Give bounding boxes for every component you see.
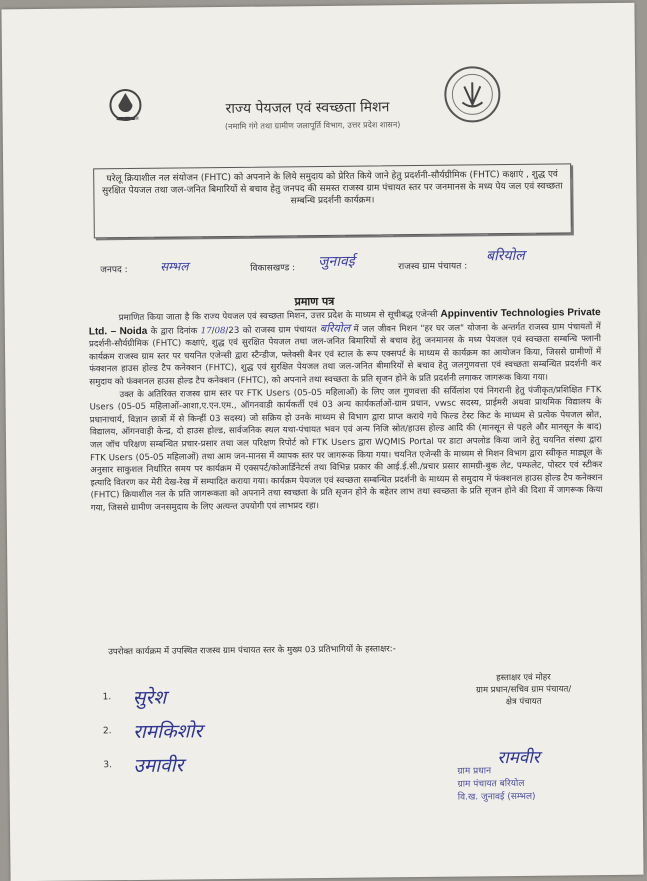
participant-row: 3. उमावीर: [103, 750, 283, 786]
body-p1-d: में जल जीवन मिशन "हर घर जल" योजना के अन्तर्गत राजस्व ग्राम पंचायतों में प्रदर्शनी-सौर्यग्रीमिक (FHTC) कक्षाएं, शुद्ध एवं सुरक्षित पेयजल तथा जल-जनित बिमारियों से बचाव हेतु जनमानस के मध्य पेयजल एवं स्वच्छता सम्बन्धि फ्लानी कार्यक्रम राजस्व ग्राम स्तर पर चयनित एजेन्सी द्वारा स्टैन्डीज, फ्लेक्सी बैनर एवं स्टाल के रूप एक्सपर्ट के माध्यम से कार्यक्रम का आयोजन किया, जिससे ग्रामीणों में फंक्शनल हाउस होल्ड टैप कनेक्शन (FHTC), शुद्ध एवं सुरक्षित पेयजल तथा जल-जनित बीमारियों से बचाव हेतु जलगुणवत्ता एवं स्वच्छता सम्बन्धित प्रदर्शनी कर समुदाय को फंक्शनल हाउस होल्ड टैप कनेक्शन (FHTC), को अपनाने तथा स्वच्छता के प्रति सृजन होने के प्रति प्रदर्शनी लगाकर जागरूक किया गया।: [88, 321, 602, 388]
body-p1-c: को राजस्व ग्राम पंचायत: [242, 324, 317, 336]
participant-row: 1. सुरेश: [103, 682, 283, 718]
document-page: [1, 3, 643, 881]
up-government-emblem: [442, 64, 503, 125]
participant-signature: सुरेश: [132, 686, 167, 710]
participant-signatures: [103, 682, 284, 786]
org-title: राज्य पेयजल एवं स्वच्छता मिशन: [225, 99, 390, 117]
block-value: जुनावई: [318, 253, 355, 271]
official-sign-block: हस्ताक्षर एवं मोहर ग्राम प्रधान/सचिव ग्राम पंचायत/ क्षेत्र पंचायत: [475, 672, 572, 708]
participant-signature: रामकिशोर: [132, 720, 203, 743]
body-p1-a: प्रमाणित किया जाता है कि राज्य पेयजल एवं स्वच्छता मिशन, उत्तर प्रदेश के माध्यम से सूचीबद्ध एजेन्सी: [118, 309, 438, 324]
program-intro-box: घरेलू क्रियाशील नल संयोजन (FHTC) को अपनाने के लिये समुदाय को प्रेरित किये जाने हेतु प्रदर्शनी-सौर्यग्रीमिक (FHTC) कक्षाएं , शुद्ध एवं सुरक्षित पेयजल तथा जल-जनित बिमारियों से बचाव हेतु जनपद की समस्त राजस्व ग्राम पंचायत स्तर पर जनमानस के मध्य पेय जल एवं स्वच्छता सम्बन्धि प्रदर्शनी कार्यक्रम।: [93, 163, 572, 238]
participants-heading: उपरोक्त कार्यक्रम में उपस्थित राजस्व ग्राम पंचायत स्तर के मुख्य 03 प्रतिभागियों के हस्ताक्षर:-: [108, 644, 396, 658]
block-label: विकासखण्ड :: [250, 263, 296, 274]
certificate-title: प्रमाण पत्र: [294, 294, 335, 309]
participant-row: 2. रामकिशोर: [103, 716, 283, 752]
date-month: 08: [214, 325, 226, 336]
participant-signature: उमावीर: [133, 754, 184, 777]
date-year: 23: [228, 325, 240, 336]
body-p1-b: के द्वारा दिनांक: [150, 325, 198, 337]
panchayat-handwritten: बरियोल: [319, 321, 351, 335]
pradhan-signature: रामवीर: [497, 747, 540, 769]
panchayat-value: बरियोल: [485, 247, 525, 265]
agency-name: Appinventiv Technologies Private Ltd. – Noida: [88, 307, 601, 338]
district-label: जनपद :: [100, 265, 128, 276]
logo-caption: हर घर जल: [118, 115, 139, 123]
body-p2: उक्त के अतिरिक्त राजस्व ग्राम स्तर पर FTK Users (05-05 महिलाओं) के लिए जल गुणवत्ता की सर्विलांश एवं निगरानी हेतु पंजीकृत/प्रशिक्षित FTK Users (05-05 महिलाओं-आशा,ए.एन.एम., ऑगनवाडी कार्यकर्ती एवं 03 अन्य कार्यकर्ताओं-ग्राम प्रधान, vwsc सदस्य, प्राईमरी अथवा प्राथमिक विद्यालय के प्रधानाचार्य, विज्ञान छात्रों में से किन्हीं 03 सदस्य) जो सक्रिय हो उनके माध्यम से विभाग द्वारा प्राप्त कराये गये फिल्ड टेस्ट किट के माध्यम से प्रत्येक पेयजल स्रोत, विद्यालय, ऑगनवाड़ी केन्द्र, दो हाउस होल्ड, सार्वजनिक स्थल यथा-पंचायत भवन एवं अन्य निजि स्रोत/हाउस होल्ड आदि की (मानसून से पहले और मानसून के बाद) जल जॉच परिक्षण सम्बन्धित प्रचार-प्रसार तथा जल परिक्षण रिपोर्ट को FTK Users द्वारा WQMIS Portal पर डाटा अपलोड किया जाने हेतु चयनित संस्था द्वारा FTK Users (05-05 महिलाओं) तथा आम जन-मानस में व्यापक स्तर पर जागरूक किया गया। चयनित एजेन्सी के माध्यम से मिशन विभाग द्वारा स्वीकृत माड्यूल के अनुसार साकुशल निर्धारित समय पर कार्यक्रम में एक्सपर्ट/कोआर्डिनेटर्स तथा विभिन्न प्रकार की आई.ई.सी./प्रचार प्रसार सामग्री-बुक लेट, पम्फलेट, पोस्टर एवं स्टीकर इत्यादि वितरण कर मेरी देख-रेख में सम्पादित कराया गया। कार्यक्रम पेयजल एवं स्वच्छता सम्बन्धित प्रदर्शनी के माध्यम से समुदाय में फंक्शनल हाउस होल्ड टैप कनेक्शन (FHTC) क्रियाशील नल के प्रति जागरूकता को अपनाने तथा स्वच्छता के प्रति सृजन होने के बहेतर लाभ तथा स्वच्छता के प्रति सृजन होने की दिशा में जागरूक किया गया, जिससे ग्रामीण जनसमुदाय के लिए अत्यन्त उपयोगी एवं लाभप्रद रहा।: [89, 384, 603, 514]
location-fields: [100, 247, 600, 276]
district-value: सम्भल: [160, 259, 189, 274]
certificate-body: प्रमाणित किया जाता है कि राज्य पेयजल एवं स्वच्छता मिशन, उत्तर प्रदेश के माध्यम से सूचीबद्ध एजेन्सी Appinventiv Technologies Private Ltd. – Noida के द्वारा दिनांक 17/08/23 को राजस्व ग्राम पंचायत बरियोल में जल जीवन मिशन "हर घर जल" योजना के अन्तर्गत राजस्व ग्राम पंचायतों में प्रदर्शनी-सौर्यग्रीमिक (FHTC) कक्षाएं, शुद्ध एवं सुरक्षित पेयजल तथा जल-जनित बिमारियों से बचाव हेतु जनमानस के मध्य पेयजल एवं स्वच्छता सम्बन्धि फ्लानी कार्यक्रम राजस्व ग्राम स्तर पर चयनित एजेन्सी द्वारा स्टैन्डीज, फ्लेक्सी बैनर एवं स्टाल के रूप एक्सपर्ट के माध्यम से कार्यक्रम का आयोजन किया, जिससे ग्रामीणों में फंक्शनल हाउस होल्ड टैप कनेक्शन (FHTC), शुद्ध एवं सुरक्षित पेयजल तथा जल-जनित बीमारियों से बचाव हेतु जलगुणवत्ता एवं स्वच्छता सम्बन्धित प्रदर्शनी कर समुदाय को फंक्शनल हाउस होल्ड टैप कनेक्शन (FHTC), को अपनाने तथा स्वच्छता के प्रति सृजन होने के प्रति प्रदर्शनी लगाकर जागरूक किया गया। उक्त के अतिरिक्त राजस्व ग्राम स्तर पर FTK Users (05-05 महिलाओं) के लिए जल गुणवत्ता की सर्विलांश एवं निगरानी हेतु पंजीकृत/प्रशिक्षित FTK Users (05-05 महिलाओं-आशा,ए.एन.एम., ऑगनवाडी कार्यकर्ती एवं 03 अन्य कार्यकर्ताओं-ग्राम प्रधान, vwsc सदस्य, प्राईमरी अथवा प्राथमिक विद्यालय के प्रधानाचार्य, विज्ञान छात्रों में से किन्हीं 03 सदस्य) जो सक्रिय हो उनके माध्यम से विभाग द्वारा प्राप्त कराये गये फिल्ड टेस्ट किट के माध्यम से प्रत्येक पेयजल स्रोत, विद्यालय, ऑगनवाड़ी केन्द्र, दो हाउस होल्ड, सार्वजनिक स्थल यथा-पंचायत भवन एवं अन्य निजि स्रोत/हाउस होल्ड आदि की (मानसून से पहले और मानसून के बाद) जल जॉच परिक्षण सम्बन्धित प्रचार-प्रसार तथा जल परिक्षण रिपोर्ट को FTK Users द्वारा WQMIS Portal पर डाटा अपलोड किया जाने हेतु चयनित संस्था द्वारा FTK Users (05-05 महिलाओं) तथा आम जन-मानस में व्यापक स्तर पर जागरूक किया गया। चयनित एजेन्सी के माध्यम से मिशन विभाग द्वारा स्वीकृत माड्यूल के अनुसार साकुशल निर्धारित समय पर कार्यक्रम में एक्सपर्ट/कोआर्डिनेटर्स तथा विभिन्न प्रकार की आई.ई.सी./प्रचार प्रसार सामग्री-बुक लेट, पम्फलेट, पोस्टर एवं स्टीकर इत्यादि वितरण कर मेरी देख-रेख में सम्पादित कराया गया। कार्यक्रम पेयजल एवं स्वच्छता सम्बन्धित प्रदर्शनी के माध्यम से समुदाय में फंक्शनल हाउस होल्ड टैप कनेक्शन (FHTC) क्रियाशील नल के प्रति जागरूकता को अपनाने तथा स्वच्छता के प्रति सृजन होने के बहेतर लाभ तथा स्वच्छता के प्रति सृजन होने की दिशा में जागरूक किया गया, जिससे ग्रामीण जनसमुदाय के लिए अत्यन्त उपयोगी एवं लाभप्रद रहा।: [88, 307, 603, 514]
panchayat-label: राजस्व ग्राम पंचायत :: [398, 261, 468, 273]
har-ghar-jal-logo: [106, 78, 145, 136]
official-stamp: रामवीर ग्राम प्रधान ग्राम पंचायत बरियोल वि.ख. जुनावई (सम्भल): [457, 751, 598, 804]
date-day: 17: [200, 325, 212, 336]
org-subtitle: (नमामि गंगे तथा ग्रामीण जलापूर्ति विभाग, उत्तर प्रदेश शासन): [224, 120, 401, 132]
